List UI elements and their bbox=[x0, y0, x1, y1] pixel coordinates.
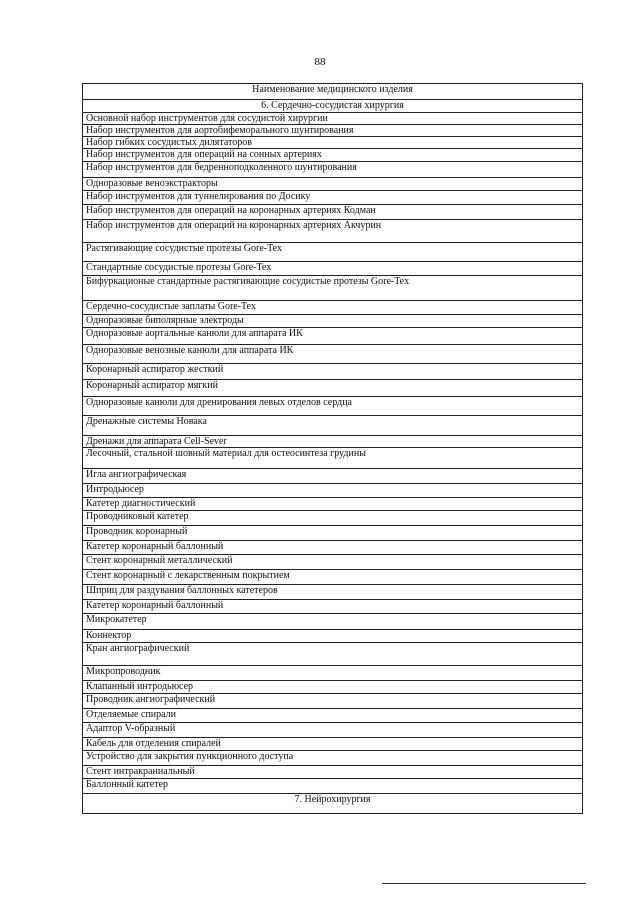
table-header-row bbox=[83, 84, 583, 100]
table-row bbox=[83, 149, 583, 162]
table-row bbox=[83, 779, 583, 794]
device-name: Набор инструментов для бедренноподколенного шунтирования bbox=[83, 162, 583, 178]
table-row bbox=[83, 436, 583, 448]
device-name: Шприц для раздувания баллонных катетеров bbox=[83, 585, 583, 600]
device-name: Катетер коронарный баллонный bbox=[83, 541, 583, 555]
footer-divider bbox=[382, 883, 586, 884]
device-name: Одноразовые биполярные электроды bbox=[83, 315, 583, 328]
table-row bbox=[83, 315, 583, 328]
table-row bbox=[83, 511, 583, 526]
table-header: Наименование медицинского изделия bbox=[83, 84, 583, 100]
device-name: Коннектор bbox=[83, 630, 583, 643]
device-name: Дренажные системы Новака bbox=[83, 416, 583, 436]
table-row bbox=[83, 555, 583, 570]
table-row bbox=[83, 643, 583, 666]
section-7-title: 7. Нейрохирургия bbox=[83, 794, 583, 814]
device-name: Одноразовые канюли для дренирования левых отделов сердца bbox=[83, 397, 583, 416]
table-row bbox=[83, 364, 583, 380]
device-name: Кран ангиографический bbox=[83, 643, 583, 666]
device-name: Микропроводник bbox=[83, 666, 583, 681]
table-row bbox=[83, 541, 583, 555]
table-row bbox=[83, 125, 583, 137]
table-row bbox=[83, 498, 583, 511]
device-name: Основной набор инструментов для сосудистой хирургии bbox=[83, 113, 583, 125]
device-name: Кабель для отделения спиралей bbox=[83, 738, 583, 751]
device-name: Набор инструментов для операций на коронарных артериях Кодман bbox=[83, 205, 583, 220]
device-name: Набор инструментов для операций на сонных артериях bbox=[83, 149, 583, 162]
table-row bbox=[83, 276, 583, 301]
section-6-title: 6. Сердечно-сосудистая хирургия bbox=[83, 100, 583, 113]
table-row bbox=[83, 137, 583, 149]
device-name: Одноразовые аортальные канюли для аппарата ИК bbox=[83, 328, 583, 345]
device-name: Стандартные сосудистые протезы Gore-Tex bbox=[83, 262, 583, 276]
table-row bbox=[83, 220, 583, 243]
section-row bbox=[83, 100, 583, 113]
table-row bbox=[83, 766, 583, 779]
table-row bbox=[83, 666, 583, 681]
device-name: Одноразовые веноэкстракторы bbox=[83, 178, 583, 191]
table-row bbox=[83, 723, 583, 738]
table-row bbox=[83, 345, 583, 364]
device-name: Устройство для закрытия пункционного доступа bbox=[83, 751, 583, 766]
device-name: Интродьюсер bbox=[83, 484, 583, 498]
table-row bbox=[83, 738, 583, 751]
device-name: Стент коронарный металлический bbox=[83, 555, 583, 570]
device-name: Набор гибких сосудистых дилятаторов bbox=[83, 137, 583, 149]
table-row bbox=[83, 526, 583, 541]
device-name: Сердечно-сосудистые заплаты Gore-Tex bbox=[83, 301, 583, 315]
table-row bbox=[83, 328, 583, 345]
table-row bbox=[83, 600, 583, 614]
device-name: Отделяемые спирали bbox=[83, 709, 583, 723]
table-row bbox=[83, 113, 583, 125]
device-name: Катетер диагностический bbox=[83, 498, 583, 511]
table-row bbox=[83, 484, 583, 498]
device-name: Набор инструментов для аортобифеморального шунтирования bbox=[83, 125, 583, 137]
device-name: Адаптор V-образный bbox=[83, 723, 583, 738]
table-row bbox=[83, 301, 583, 315]
page-number: 88 bbox=[314, 56, 326, 68]
device-name: Проводник коронарный bbox=[83, 526, 583, 541]
device-name: Баллонный катетер bbox=[83, 779, 583, 794]
device-name: Стент коронарный с лекарственным покрытием bbox=[83, 570, 583, 585]
device-name: Проводник ангиографический bbox=[83, 694, 583, 709]
table-row bbox=[83, 205, 583, 220]
device-name: Коронарный аспиратор жесткий bbox=[83, 364, 583, 380]
table-row bbox=[83, 243, 583, 262]
table-row bbox=[83, 416, 583, 436]
device-name: Стент интракраниальный bbox=[83, 766, 583, 779]
device-name: Клапанный интродьюсер bbox=[83, 681, 583, 694]
table-row bbox=[83, 585, 583, 600]
device-name: Катетер коронарный баллонный bbox=[83, 600, 583, 614]
table-row bbox=[83, 709, 583, 723]
table-row bbox=[83, 178, 583, 191]
table-row bbox=[83, 448, 583, 469]
device-name: Коронарный аспиратор мягкий bbox=[83, 380, 583, 397]
table-row bbox=[83, 262, 583, 276]
device-name: Одноразовые венозные канюли для аппарата ИК bbox=[83, 345, 583, 364]
device-name: Дренажи для аппарата Cell-Sever bbox=[83, 436, 583, 448]
device-name: Набор инструментов для операций на коронарных артериях Акчурин bbox=[83, 220, 583, 243]
table-row bbox=[83, 469, 583, 484]
table-row bbox=[83, 681, 583, 694]
table-row bbox=[83, 694, 583, 709]
table-row bbox=[83, 162, 583, 178]
device-name: Растягивающие сосудистые протезы Gore-Tex bbox=[83, 243, 583, 262]
device-name: Набор инструментов для туннелирования по Досику bbox=[83, 191, 583, 205]
table-row bbox=[83, 630, 583, 643]
table-row bbox=[83, 614, 583, 630]
device-name: Лесочный, стальной шовный материал для остеосинтеза грудины bbox=[83, 448, 583, 469]
table-row bbox=[83, 570, 583, 585]
device-name: Проводниковый катетер bbox=[83, 511, 583, 526]
medical-devices-table bbox=[82, 83, 583, 814]
table-row bbox=[83, 751, 583, 766]
section-row bbox=[83, 794, 583, 814]
table-row bbox=[83, 191, 583, 205]
table-row bbox=[83, 397, 583, 416]
device-name: Игла ангиографическая bbox=[83, 469, 583, 484]
table-row bbox=[83, 380, 583, 397]
device-name: Бифуркационые стандартные растягивающие сосудистые протезы Gore-Tex bbox=[83, 276, 583, 301]
device-name: Микрокатетер bbox=[83, 614, 583, 630]
